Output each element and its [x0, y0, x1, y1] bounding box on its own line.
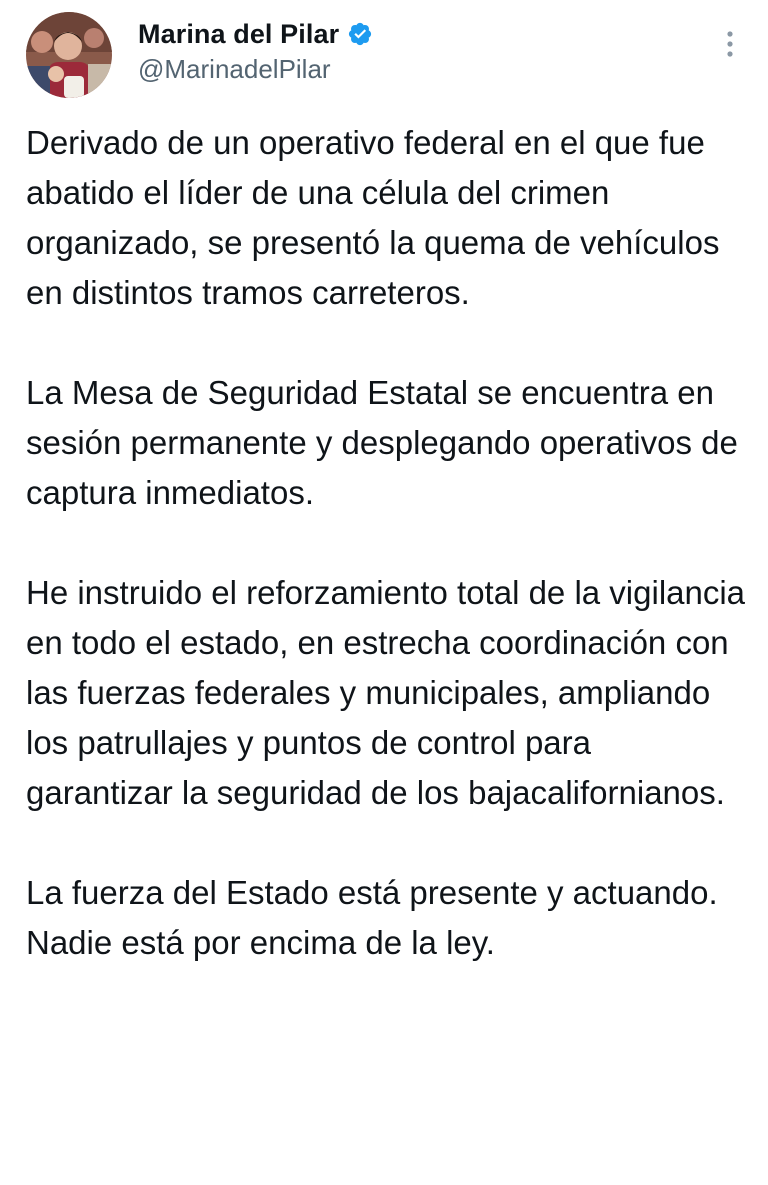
author-identity — [138, 16, 373, 85]
tweet-text — [26, 118, 746, 968]
tweet-paragraph: La fuerza del Estado está presente y actuando. Nadie está por encima de la ley. — [26, 874, 718, 961]
author-handle[interactable]: @MarinadelPilar — [138, 54, 331, 84]
avatar[interactable] — [26, 12, 112, 98]
tweet-paragraph: Derivado de un operativo federal en el que fue abatido el líder de una célula del crimen organizado, se presentó la quema de vehículos en distintos tramos carreteros. — [26, 124, 720, 311]
verified-badge-icon — [347, 21, 373, 47]
avatar-photo — [26, 12, 112, 98]
display-name[interactable]: Marina del Pilar — [138, 18, 340, 49]
tweet-header — [26, 12, 742, 98]
tweet-paragraph: He instruido el reforzamiento total de la vigilancia en todo el estado, en estrecha coordinación con las fuerzas federales y municipales, ampliando los patrullajes y puntos de control para garantizar la seguridad de los bajacalifornianos. — [26, 574, 746, 811]
name-row — [138, 16, 373, 52]
tweet-paragraph: La Mesa de Seguridad Estatal se encuentra en sesión permanente y desplegando operativos de captura inmediatos. — [26, 374, 738, 511]
more-options-icon[interactable] — [718, 26, 742, 66]
